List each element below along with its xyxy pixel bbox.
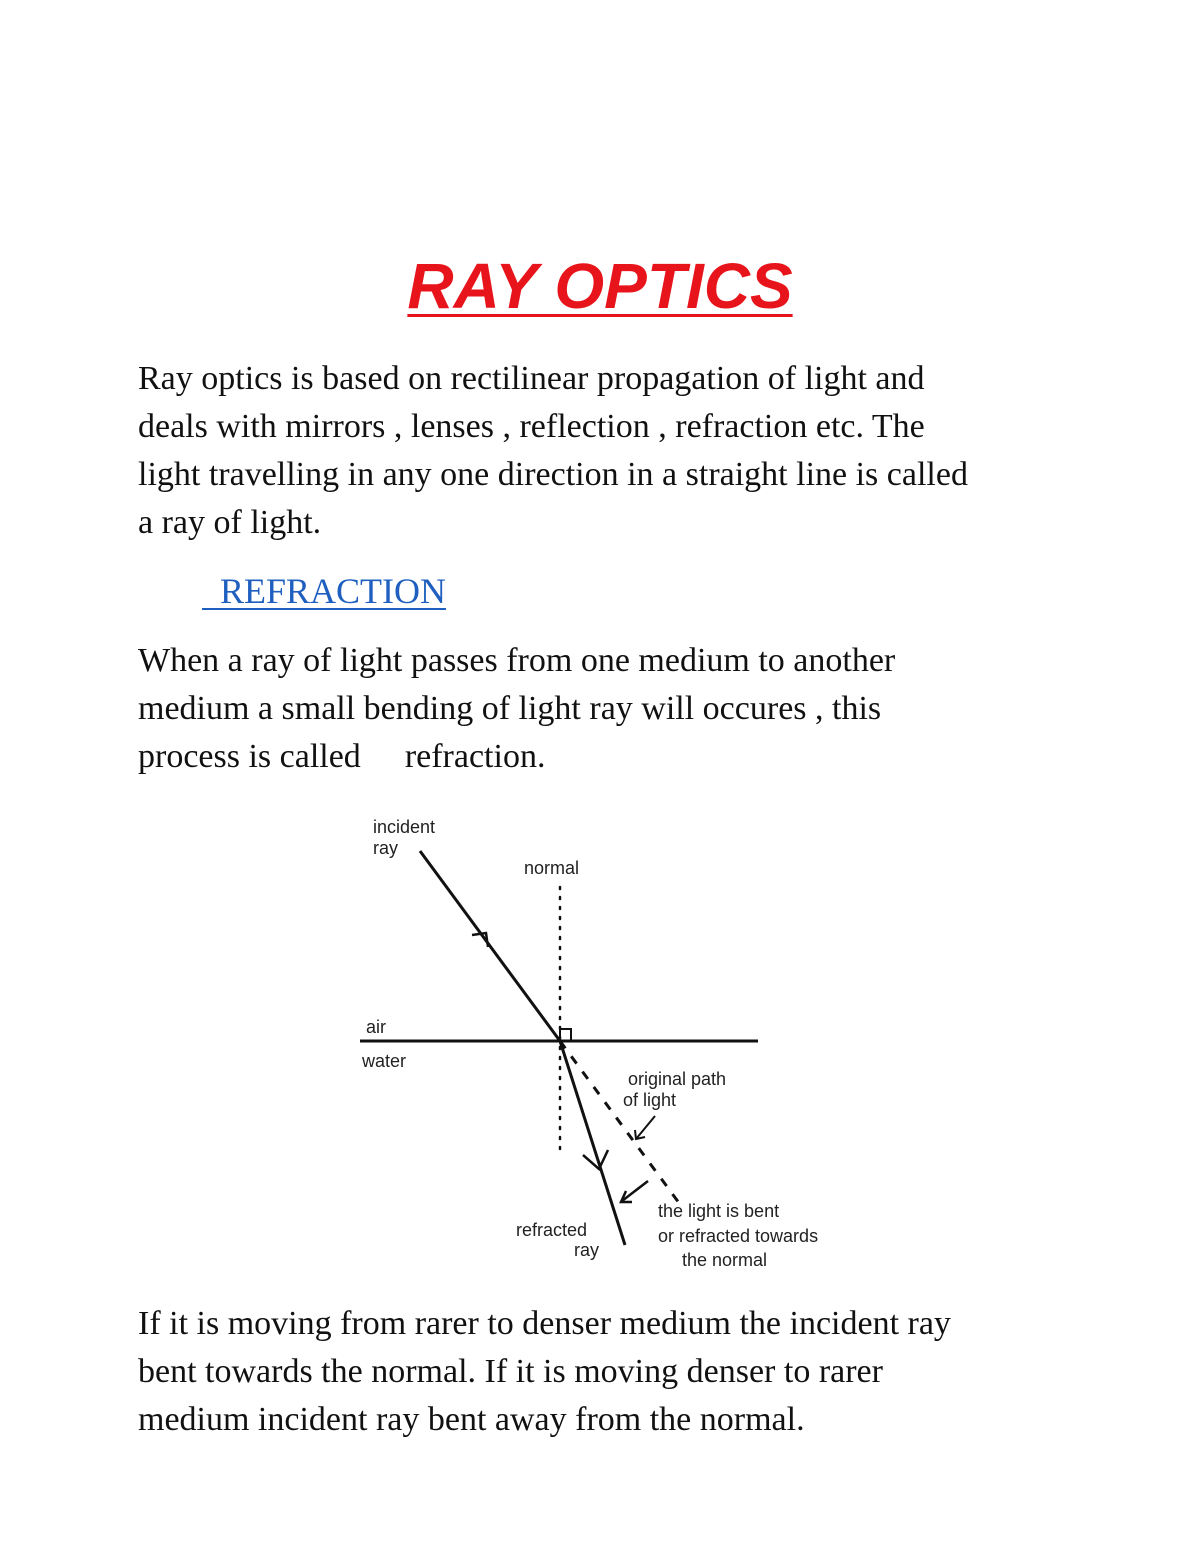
- label-water: water: [362, 1051, 407, 1071]
- label-bent-2: or refracted towards: [658, 1226, 819, 1246]
- refraction-diagram: [340, 805, 870, 1285]
- definition-line: When a ray of light passes from one medium to another: [138, 642, 896, 679]
- section-heading-refraction: REFRACTION: [202, 571, 447, 611]
- right-angle-marker: [560, 1029, 571, 1041]
- intro-line: light travelling in any one direction in a straight line is called: [138, 456, 968, 493]
- definition-paragraph: [138, 637, 1078, 781]
- label-incident-ray: ray: [373, 838, 399, 858]
- label-air: air: [366, 1017, 387, 1037]
- page-title: RAY OPTICS: [407, 250, 793, 322]
- label-incident: incident: [373, 817, 436, 837]
- conclusion-line: bent towards the normal. If it is moving denser to rarer: [138, 1353, 883, 1390]
- label-original-path: original path: [628, 1069, 727, 1089]
- refracted-ray: [560, 1041, 625, 1245]
- definition-line-last: [138, 733, 1078, 781]
- conclusion-line: If it is moving from rarer to denser medium the incident ray: [138, 1305, 951, 1342]
- intro-line: a ray of light.: [138, 504, 322, 541]
- original-path-line: [560, 1041, 682, 1207]
- label-refracted: refracted: [516, 1220, 588, 1240]
- definition-text-end: refraction.: [404, 738, 546, 775]
- intro-line: deals with mirrors , lenses , reflection , refraction etc. The: [138, 408, 925, 445]
- conclusion-line: medium incident ray bent away from the normal.: [138, 1401, 805, 1438]
- label-bent-1: the light is bent: [658, 1201, 780, 1221]
- intro-paragraph: [138, 355, 1078, 547]
- definition-line: medium a small bending of light ray will occures , this: [138, 690, 882, 727]
- intro-line: Ray optics is based on rectilinear propagation of light and: [138, 360, 925, 397]
- label-refracted-ray: ray: [574, 1240, 600, 1260]
- definition-text-start: process is called: [138, 738, 361, 775]
- conclusion-paragraph: [138, 1300, 1078, 1444]
- original-path-pointer: [636, 1116, 655, 1139]
- incident-ray: [420, 851, 560, 1041]
- label-normal: normal: [524, 858, 580, 878]
- label-bent-3: the normal: [682, 1250, 768, 1270]
- label-of-light: of light: [623, 1090, 677, 1110]
